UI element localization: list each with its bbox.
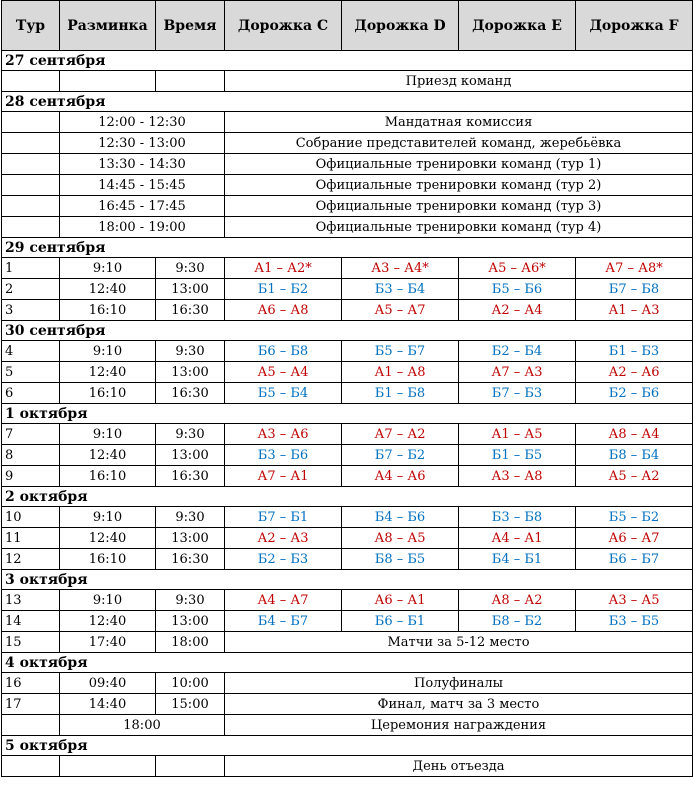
match-lane-d: Б8 – Б5 (342, 549, 459, 570)
time-cell: 9:30 (156, 341, 225, 362)
tur-cell: 14 (2, 611, 60, 632)
match-lane-c: Б2 – Б3 (225, 549, 342, 570)
table-row (2, 258, 693, 279)
event-cell: Финал, матч за 3 место (225, 694, 693, 715)
day-date: 2 октября (2, 487, 693, 507)
warmup-cell: 9:10 (60, 258, 156, 279)
time-cell: 15:00 (156, 694, 225, 715)
day-row (2, 51, 693, 71)
warmup-cell: 12:40 (60, 611, 156, 632)
day-row (2, 653, 693, 673)
table-row (2, 549, 693, 570)
table-row (2, 445, 693, 466)
tur-cell (2, 175, 60, 196)
table-row (2, 756, 693, 777)
warmup-cell: 17:40 (60, 632, 156, 653)
match-lane-e: А7 – А3 (459, 362, 576, 383)
day-date: 1 октября (2, 404, 693, 424)
table-row (2, 424, 693, 445)
match-lane-d: Б7 – Б2 (342, 445, 459, 466)
match-lane-f: А3 – А5 (576, 590, 693, 611)
event-cell: Официальные тренировки команд (тур 2) (225, 175, 693, 196)
event-cell: Мандатная комиссия (225, 112, 693, 133)
match-lane-f: Б7 – Б8 (576, 279, 693, 300)
table-row (2, 133, 693, 154)
table-row (2, 362, 693, 383)
event-cell: Официальные тренировки команд (тур 1) (225, 154, 693, 175)
tur-cell: 6 (2, 383, 60, 404)
time-span-cell: 18:00 - 19:00 (60, 217, 225, 238)
match-lane-f: Б3 – Б5 (576, 611, 693, 632)
time-span-cell: 12:30 - 13:00 (60, 133, 225, 154)
time-cell: 13:00 (156, 528, 225, 549)
day-row (2, 238, 693, 258)
match-lane-f: А7 – А8* (576, 258, 693, 279)
table-row (2, 507, 693, 528)
match-lane-d: А6 – А1 (342, 590, 459, 611)
warmup-cell: 9:10 (60, 424, 156, 445)
warmup-cell: 16:10 (60, 466, 156, 487)
warmup-cell: 14:40 (60, 694, 156, 715)
tur-cell: 4 (2, 341, 60, 362)
event-cell: Собрание представителей команд, жеребьёвка (225, 133, 693, 154)
match-lane-e: Б8 – Б2 (459, 611, 576, 632)
header-lane-d: Дорожка D (342, 1, 459, 51)
schedule-table (1, 0, 693, 777)
header-lane-e: Дорожка E (459, 1, 576, 51)
match-lane-d: Б4 – Б6 (342, 507, 459, 528)
match-lane-d: Б3 – Б4 (342, 279, 459, 300)
match-lane-e: Б5 – Б6 (459, 279, 576, 300)
header-tur: Тур (2, 1, 60, 51)
match-lane-e: Б2 – Б4 (459, 341, 576, 362)
table-row (2, 217, 693, 238)
tur-cell: 11 (2, 528, 60, 549)
day-row (2, 404, 693, 424)
day-date: 27 сентября (2, 51, 693, 71)
match-lane-e: А3 – А8 (459, 466, 576, 487)
tur-cell (2, 756, 60, 777)
table-row (2, 632, 693, 653)
day-date: 30 сентября (2, 321, 693, 341)
match-lane-c: А3 – А6 (225, 424, 342, 445)
tur-cell: 8 (2, 445, 60, 466)
warmup-cell: 9:10 (60, 341, 156, 362)
match-lane-d: А3 – А4* (342, 258, 459, 279)
match-lane-f: Б5 – Б2 (576, 507, 693, 528)
day-date: 3 октября (2, 570, 693, 590)
time-cell: 18:00 (156, 632, 225, 653)
table-row (2, 196, 693, 217)
event-cell: День отъезда (225, 756, 693, 777)
time-cell: 9:30 (156, 507, 225, 528)
time-span-cell: 18:00 (60, 715, 225, 736)
time-cell: 9:30 (156, 424, 225, 445)
tur-cell (2, 154, 60, 175)
time-cell (156, 71, 225, 92)
match-lane-e: А4 – А1 (459, 528, 576, 549)
tur-cell (2, 71, 60, 92)
time-cell (156, 756, 225, 777)
event-cell: Матчи за 5-12 место (225, 632, 693, 653)
warmup-cell (60, 756, 156, 777)
tur-cell: 1 (2, 258, 60, 279)
table-row (2, 673, 693, 694)
match-lane-d: Б1 – Б8 (342, 383, 459, 404)
time-cell: 13:00 (156, 445, 225, 466)
event-cell: Церемония награждения (225, 715, 693, 736)
warmup-cell: 9:10 (60, 507, 156, 528)
event-cell: Полуфиналы (225, 673, 693, 694)
time-cell: 16:30 (156, 383, 225, 404)
day-date: 28 сентября (2, 92, 693, 112)
event-cell: Приезд команд (225, 71, 693, 92)
match-lane-f: Б6 – Б7 (576, 549, 693, 570)
match-lane-d: А5 – А7 (342, 300, 459, 321)
match-lane-e: А5 – А6* (459, 258, 576, 279)
match-lane-c: А4 – А7 (225, 590, 342, 611)
tur-cell: 9 (2, 466, 60, 487)
warmup-cell: 9:10 (60, 590, 156, 611)
warmup-cell: 12:40 (60, 528, 156, 549)
time-cell: 13:00 (156, 611, 225, 632)
match-lane-e: Б4 – Б1 (459, 549, 576, 570)
warmup-cell: 16:10 (60, 300, 156, 321)
tur-cell: 3 (2, 300, 60, 321)
match-lane-c: Б7 – Б1 (225, 507, 342, 528)
match-lane-c: А5 – А4 (225, 362, 342, 383)
table-row (2, 466, 693, 487)
time-span-cell: 12:00 - 12:30 (60, 112, 225, 133)
match-lane-c: Б1 – Б2 (225, 279, 342, 300)
tur-cell (2, 715, 60, 736)
day-row (2, 92, 693, 112)
table-row (2, 383, 693, 404)
day-date: 29 сентября (2, 238, 693, 258)
header-warmup: Разминка (60, 1, 156, 51)
tur-cell: 15 (2, 632, 60, 653)
tur-cell: 13 (2, 590, 60, 611)
header-lane-c: Дорожка C (225, 1, 342, 51)
warmup-cell: 09:40 (60, 673, 156, 694)
match-lane-d: А4 – А6 (342, 466, 459, 487)
time-cell: 16:30 (156, 466, 225, 487)
tur-cell (2, 112, 60, 133)
table-row (2, 279, 693, 300)
table-row (2, 694, 693, 715)
day-row (2, 487, 693, 507)
match-lane-f: Б2 – Б6 (576, 383, 693, 404)
match-lane-c: Б6 – Б8 (225, 341, 342, 362)
tur-cell: 10 (2, 507, 60, 528)
match-lane-f: А8 – А4 (576, 424, 693, 445)
match-lane-f: А5 – А2 (576, 466, 693, 487)
time-cell: 16:30 (156, 300, 225, 321)
match-lane-c: А6 – А8 (225, 300, 342, 321)
match-lane-f: Б8 – Б4 (576, 445, 693, 466)
header-row (2, 1, 693, 51)
match-lane-e: Б7 – Б3 (459, 383, 576, 404)
warmup-cell: 12:40 (60, 362, 156, 383)
warmup-cell: 12:40 (60, 279, 156, 300)
time-span-cell: 14:45 - 15:45 (60, 175, 225, 196)
match-lane-e: А2 – А4 (459, 300, 576, 321)
day-row (2, 570, 693, 590)
table-row (2, 112, 693, 133)
tur-cell: 12 (2, 549, 60, 570)
table-row (2, 715, 693, 736)
table-row (2, 590, 693, 611)
match-lane-e: А8 – А2 (459, 590, 576, 611)
day-row (2, 321, 693, 341)
match-lane-c: А2 – А3 (225, 528, 342, 549)
match-lane-d: Б6 – Б1 (342, 611, 459, 632)
warmup-cell (60, 71, 156, 92)
event-cell: Официальные тренировки команд (тур 4) (225, 217, 693, 238)
warmup-cell: 12:40 (60, 445, 156, 466)
time-cell: 9:30 (156, 590, 225, 611)
match-lane-f: А2 – А6 (576, 362, 693, 383)
time-cell: 9:30 (156, 258, 225, 279)
table-row (2, 71, 693, 92)
match-lane-e: Б3 – Б8 (459, 507, 576, 528)
match-lane-c: А1 – А2* (225, 258, 342, 279)
tur-cell: 17 (2, 694, 60, 715)
warmup-cell: 16:10 (60, 549, 156, 570)
time-cell: 16:30 (156, 549, 225, 570)
match-lane-f: Б1 – Б3 (576, 341, 693, 362)
match-lane-c: А7 – А1 (225, 466, 342, 487)
tur-cell (2, 217, 60, 238)
match-lane-d: А7 – А2 (342, 424, 459, 445)
day-date: 5 октября (2, 736, 693, 756)
match-lane-e: Б1 – Б5 (459, 445, 576, 466)
tur-cell: 16 (2, 673, 60, 694)
table-row (2, 175, 693, 196)
tur-cell: 7 (2, 424, 60, 445)
tur-cell: 2 (2, 279, 60, 300)
time-cell: 10:00 (156, 673, 225, 694)
tur-cell: 5 (2, 362, 60, 383)
time-cell: 13:00 (156, 362, 225, 383)
tur-cell (2, 196, 60, 217)
warmup-cell: 16:10 (60, 383, 156, 404)
match-lane-c: Б4 – Б7 (225, 611, 342, 632)
day-date: 4 октября (2, 653, 693, 673)
match-lane-d: А1 – А8 (342, 362, 459, 383)
event-cell: Официальные тренировки команд (тур 3) (225, 196, 693, 217)
header-time: Время (156, 1, 225, 51)
match-lane-e: А1 – А5 (459, 424, 576, 445)
header-lane-f: Дорожка F (576, 1, 693, 51)
match-lane-c: Б5 – Б4 (225, 383, 342, 404)
day-row (2, 736, 693, 756)
table-row (2, 300, 693, 321)
time-cell: 13:00 (156, 279, 225, 300)
time-span-cell: 13:30 - 14:30 (60, 154, 225, 175)
schedule-body (2, 51, 693, 777)
time-span-cell: 16:45 - 17:45 (60, 196, 225, 217)
tur-cell (2, 133, 60, 154)
table-row (2, 528, 693, 549)
match-lane-d: А8 – А5 (342, 528, 459, 549)
match-lane-d: Б5 – Б7 (342, 341, 459, 362)
table-row (2, 154, 693, 175)
table-row (2, 611, 693, 632)
match-lane-f: А6 – А7 (576, 528, 693, 549)
table-row (2, 341, 693, 362)
match-lane-c: Б3 – Б6 (225, 445, 342, 466)
match-lane-f: А1 – А3 (576, 300, 693, 321)
